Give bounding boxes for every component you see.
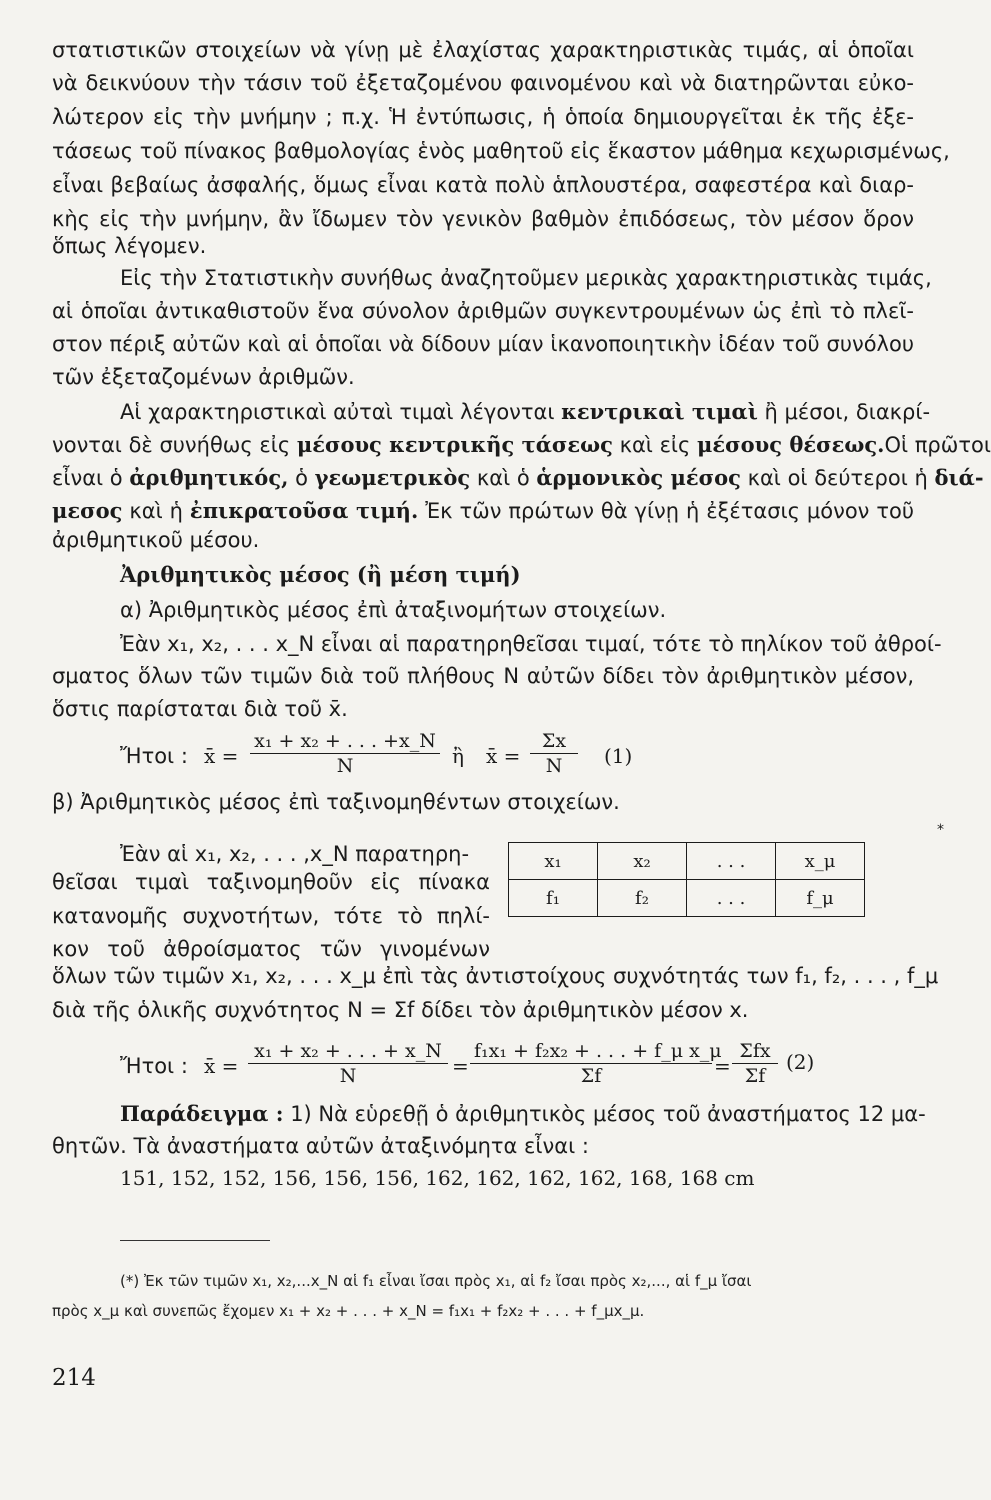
section-heading: Ἀριθμητικὸς μέσος (ἢ μέση τιμή) [120,562,521,587]
text-line: εἶναι ὁ ἀριθμητικός, ὁ γεωμετρικὸς καὶ ὁ ἁρμονικὸς μέσος καὶ οἱ δεύτεροι ἡ διά- [52,465,984,490]
text-line: κον τοῦ ἀθροίσματος τῶν γινομένων [52,937,490,961]
data-values: 151, 152, 152, 156, 156, 156, 162, 162, 162, 162, 168, 168 cm [120,1166,755,1190]
footnote-separator [120,1240,270,1241]
fraction-numerator: Σx [530,730,578,754]
formula-equals: = [452,1054,469,1078]
table-cell: f_μ [776,880,865,917]
table-cell: x₁ [509,843,598,880]
footnote-marker: * [937,822,944,838]
text-line: τῶν ἐξεταζομένων ἀριθμῶν. [52,365,355,389]
text-line: Ἐὰν αἱ x₁, x₂, . . . ,x_N παρατηρη- [120,842,470,866]
formula-or: ἢ [452,744,464,768]
text-line: Εἰς τὴν Στατιστικὴν συνήθως ἀναζητοῦμεν μερικὰς χαρακτηριστικὰς τιμάς, [120,266,932,290]
bold-term: ἐπικρατοῦσα τιμή. [189,498,419,523]
footnote-line: πρὸς x_μ καὶ συνεπῶς ἔχομεν x₁ + x₂ + . . . + x_N = f₁x₁ + f₂x₂ + . . . + f_μx_μ. [52,1302,645,1320]
text-line: ἀριθμητικοῦ μέσου. [52,528,260,552]
text-line: αἱ ὁποῖαι ἀντικαθιστοῦν ἕνα σύνολον ἀριθμῶν συγκεντρουμένων ὡς ἐπὶ τὸ πλεῖ- [52,299,914,323]
page-number: 214 [52,1365,96,1391]
fraction-denominator: Σf [580,1065,602,1087]
subsection-title: β) Ἀριθμητικὸς μέσος ἐπὶ ταξινομηθέντων στοιχείων. [52,790,620,814]
fraction-mean [248,1040,448,1087]
frequency-table [508,842,865,917]
subsection-title: α) Ἀριθμητικὸς μέσος ἐπὶ ἀταξινομήτων στοιχείων. [120,598,667,622]
fraction-numerator: f₁x₁ + f₂x₂ + . . . + f_μ x_μ [470,1040,712,1064]
fraction-weighted [470,1040,722,1087]
footnote-line: (*) Ἐκ τῶν τιμῶν x₁, x₂,...x_N αἱ f₁ εἶναι ἴσαι πρὸς x₁, αἱ f₂ ἴσαι πρὸς x₂,..., αἱ f_μ ἴσαι [120,1272,752,1290]
bold-term: γεωμετρικὸς [314,465,471,490]
table-cell: . . . [687,843,776,880]
text-line: λώτερον εἰς τὴν μνήμην ; π.χ. Ἡ ἐντύπωσις, ἡ ὁποία δημιουργεῖται ἐκ τῆς ἐξε- [52,105,914,129]
formula-lead: Ἤτοι : [120,1054,188,1078]
formula-lhs: x̄ = [204,744,239,768]
text-line: ὅλων τῶν τιμῶν x₁, x₂, . . . x_μ ἐπὶ τὰς ἀντιστοίχους συχνότητάς των f₁, f₂, . . . , f_μ [52,964,939,988]
equation-number: (1) [604,744,633,768]
fraction-denominator: N [336,755,354,777]
fraction-sum [530,730,578,777]
formula-lhs: x̄ = [204,1054,239,1078]
equation-number: (2) [786,1050,815,1074]
table-cell: f₁ [509,880,598,917]
text-line: ὅπως λέγομεν. [52,234,207,258]
text-line: μεσος καὶ ἡ ἐπικρατοῦσα τιμή. Ἐκ τῶν πρώτων θὰ γίνῃ ἡ ἐξέτασις μόνον τοῦ [52,498,915,523]
fraction-denominator: N [339,1065,357,1087]
bold-term: κεντρικαὶ τιμαὶ [561,399,758,424]
fraction-denominator: N [545,755,563,777]
text-line: θεῖσαι τιμαὶ ταξινομηθοῦν εἰς πίνακα [52,870,490,894]
table-cell: . . . [687,880,776,917]
formula-lhs: x̄ = [486,744,521,768]
bold-term: μέσους θέσεως. [697,432,885,457]
text-line: Παράδειγμα : 1) Νὰ εὑρεθῇ ὁ ἀριθμητικὸς μέσος τοῦ ἀναστήματος 12 μα- [120,1101,926,1126]
bold-term: ἀριθμητικός, [129,465,289,490]
fraction-sum [732,1040,778,1087]
bold-term: διά- [934,465,984,490]
text-line: τάσεως τοῦ πίνακος βαθμολογίας ἑνὸς μαθητοῦ εἰς ἕκαστον μάθημα κεχωρισμένως, [52,139,950,163]
text-line: ὅστις παρίσταται διὰ τοῦ x̄. [52,697,348,721]
example-label: Παράδειγμα : [120,1101,284,1126]
fraction-numerator: x₁ + x₂ + . . . + x_N [248,1040,448,1064]
table-cell: f₂ [598,880,687,917]
text-line: διὰ τῆς ὁλικῆς συχνότητος N = Σf δίδει τὸν ἀριθμητικὸν μέσον x. [52,998,749,1022]
table-cell: x_μ [776,843,865,880]
table-row [509,843,865,880]
table-cell: x₂ [598,843,687,880]
text-line: νονται δὲ συνήθως εἰς μέσους κεντρικῆς τάσεως καὶ εἰς μέσους θέσεως.Οἱ πρῶτοι [52,432,991,457]
bold-term: ἁρμονικὸς μέσος [536,465,741,490]
formula-equals: = [714,1054,731,1078]
formula-lead: Ἤτοι : [120,744,188,768]
fraction-numerator: Σfx [732,1040,778,1064]
bold-term: μέσους κεντρικῆς τάσεως [296,432,613,457]
fraction-denominator: Σf [744,1065,766,1087]
text-line: κατανομῆς συχνοτήτων, τότε τὸ πηλί- [52,904,490,928]
text-line: θητῶν. Τὰ ἀναστήματα αὐτῶν ἀταξινόμητα εἶναι : [52,1134,589,1158]
table-row [509,880,865,917]
fraction-numerator: x₁ + x₂ + . . . +x_N [250,730,440,754]
text-line: Αἱ χαρακτηριστικαὶ αὐταὶ τιμαὶ λέγονται κεντρικαὶ τιμαὶ ἢ μέσοι, διακρί- [120,399,931,424]
fraction-mean [250,730,440,777]
text-line: νὰ δεικνύουν τὴν τάσιν τοῦ ἐξεταζομένου φαινομένου καὶ νὰ διατηρῶνται εὐκο- [52,71,914,95]
text-line: εἶναι βεβαίως ἀσφαλής, ὅμως εἶναι κατὰ πολὺ ἁπλουστέρα, σαφεστέρα καὶ διαρ- [52,173,914,197]
text-line: στον πέριξ αὐτῶν καὶ αἱ ὁποῖαι νὰ δίδουν μίαν ἱκανοποιητικὴν ἰδέαν τοῦ συνόλου [52,332,914,356]
text-line: κὴς εἰς τὴν μνήμην, ἂν ἴδωμεν τὸν γενικὸν βαθμὸν ἐπιδόσεως, τὸν μέσον ὅρον [52,207,914,231]
text-line: σματος ὅλων τῶν τιμῶν διὰ τοῦ πλήθους N αὐτῶν δίδει τὸν ἀριθμητικὸν μέσον, [52,664,914,688]
text-line: στατιστικῶν στοιχείων νὰ γίνῃ μὲ ἐλαχίστας χαρακτηριστικὰς τιμάς, αἱ ὁποῖαι [52,38,914,62]
text-line: Ἐὰν x₁, x₂, . . . x_N εἶναι αἱ παρατηρηθεῖσαι τιμαί, τότε τὸ πηλίκον τοῦ ἀθροί- [120,632,942,656]
bold-term: μεσος [52,498,123,523]
